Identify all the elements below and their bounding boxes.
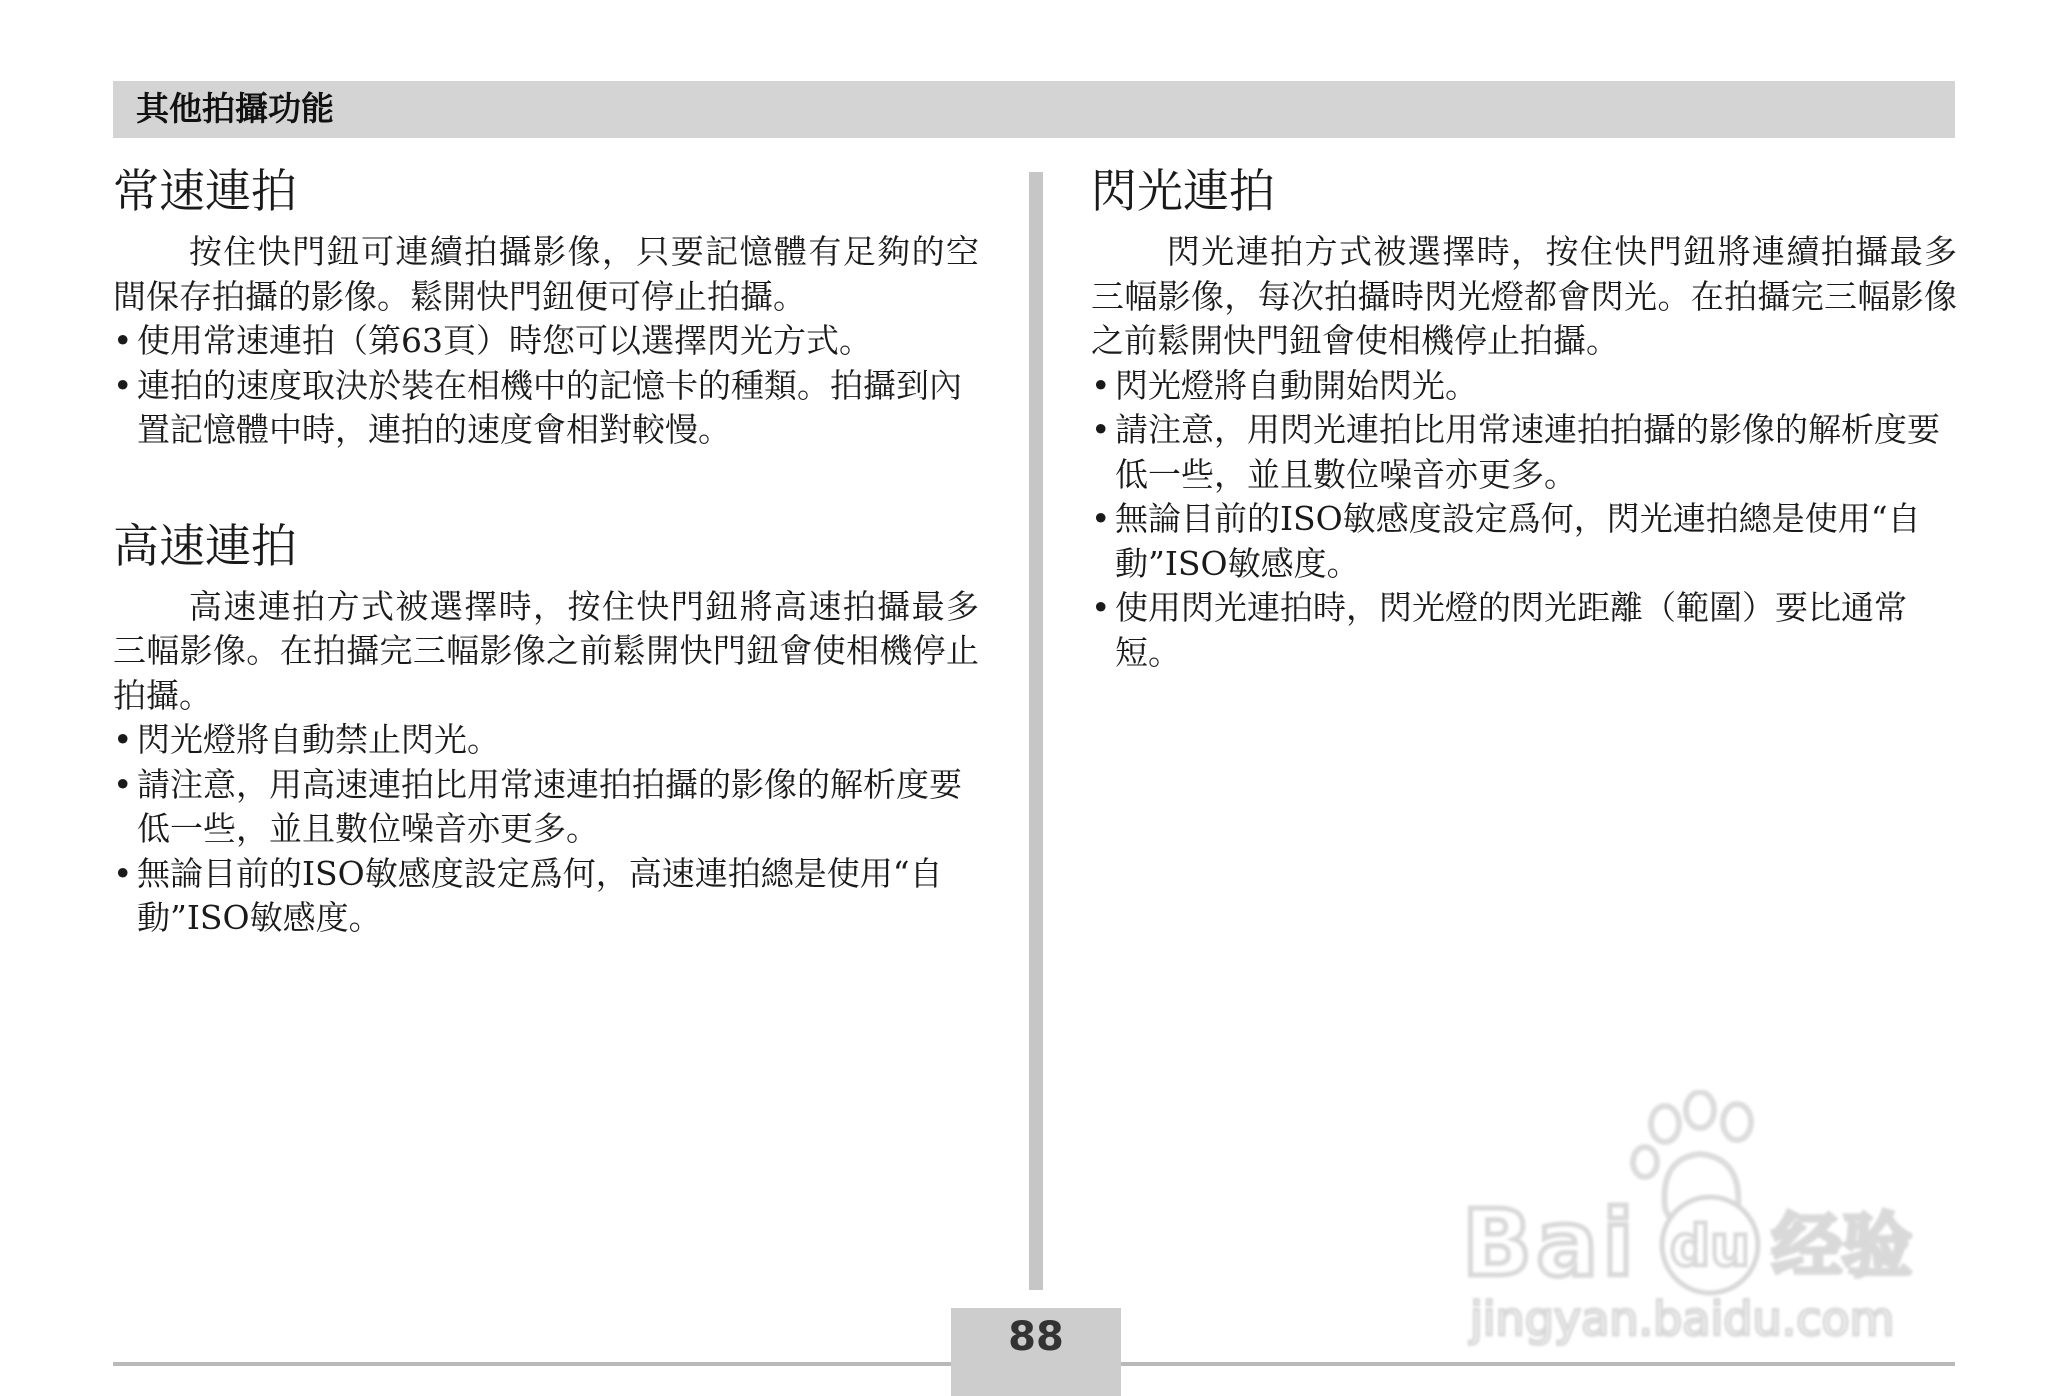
bullet-text: 使用常速連拍（第63頁）時您可以選擇閃光方式。 xyxy=(137,321,872,360)
bullet-list-normal-burst xyxy=(113,319,979,453)
section-title-normal-burst: 常速連拍 xyxy=(113,164,297,218)
bullet-item xyxy=(1091,497,1957,586)
right-column xyxy=(1091,160,1957,675)
bullet-item xyxy=(113,319,979,364)
bullet-item xyxy=(113,852,979,941)
svg-text:经验: 经验 xyxy=(1772,1205,1912,1287)
bullet-text: 無論目前的ISO敏感度設定爲何，閃光連拍總是使用“自動”ISO敏感度。 xyxy=(1115,499,1921,583)
bullet-dot: • xyxy=(1091,365,1111,405)
bullet-text: 無論目前的ISO敏感度設定爲何，高速連拍總是使用“自動”ISO敏感度。 xyxy=(137,853,943,937)
header-title: 其他拍攝功能 xyxy=(136,89,334,128)
bullet-dot: • xyxy=(113,764,133,804)
bullet-dot: • xyxy=(1091,588,1111,627)
bullet-dot: • xyxy=(1091,410,1111,449)
bullet-dot: • xyxy=(113,365,133,405)
bullet-dot: • xyxy=(113,853,133,893)
section-title-flash-burst: 閃光連拍 xyxy=(1091,164,1275,218)
paragraph-high-speed-burst: 高速連拍方式被選擇時，按住快門鈕將高速拍攝最多三幅影像。在拍攝完三幅影像之前鬆開快門鈕會使相機停止拍攝。 xyxy=(113,586,979,715)
left-column xyxy=(113,160,979,941)
bullet-text: 使用閃光連拍時，閃光燈的閃光距離（範圍）要比通常短。 xyxy=(1115,588,1907,672)
bullet-text: 閃光燈將自動開始閃光。 xyxy=(1115,365,1478,405)
bullet-item xyxy=(113,364,979,453)
bullet-text: 請注意，用閃光連拍比用常速連拍拍攝的影像的解析度要低一些，並且數位噪音亦更多。 xyxy=(1115,410,1940,494)
paragraph-normal-burst: 按住快門鈕可連續拍攝影像，只要記憶體有足夠的空間保存拍攝的影像。鬆開快門鈕便可停止拍攝。 xyxy=(113,232,979,316)
bullet-dot: • xyxy=(113,321,133,360)
header-bar xyxy=(113,81,1955,138)
bullet-item xyxy=(113,763,979,852)
page-number: 88 xyxy=(1008,1314,1064,1360)
bullet-item xyxy=(113,718,979,763)
bullet-text: 連拍的速度取決於裝在相機中的記憶卡的種類。拍攝到內置記憶體中時，連拍的速度會相對較慢。 xyxy=(137,365,962,449)
bullet-text: 閃光燈將自動禁止閃光。 xyxy=(137,720,500,759)
svg-text:Bai: Bai xyxy=(1462,1190,1638,1297)
column-divider xyxy=(1029,172,1043,1290)
svg-text:jingyan.baidu.com: jingyan.baidu.com xyxy=(1470,1292,1895,1346)
section-title-high-speed-burst: 高速連拍 xyxy=(113,518,297,573)
page-number-box xyxy=(951,1308,1121,1396)
bullet-list-flash-burst xyxy=(1091,364,1957,676)
bullet-item xyxy=(1091,364,1957,409)
bullet-list-high-speed-burst xyxy=(113,718,979,941)
baidu-jingyan-watermark xyxy=(1460,1090,1960,1350)
bullet-text: 請注意，用高速連拍比用常速連拍拍攝的影像的解析度要低一些，並且數位噪音亦更多。 xyxy=(137,764,962,848)
bullet-item xyxy=(1091,586,1957,675)
paragraph-flash-burst: 閃光連拍方式被選擇時，按住快門鈕將連續拍攝最多三幅影像，每次拍攝時閃光燈都會閃光。在拍攝完三幅影像之前鬆開快門鈕會使相機停止拍攝。 xyxy=(1091,232,1957,360)
svg-text:du: du xyxy=(1670,1214,1750,1279)
bullet-item xyxy=(1091,408,1957,497)
bullet-dot: • xyxy=(113,720,133,759)
bullet-dot: • xyxy=(1091,499,1111,538)
